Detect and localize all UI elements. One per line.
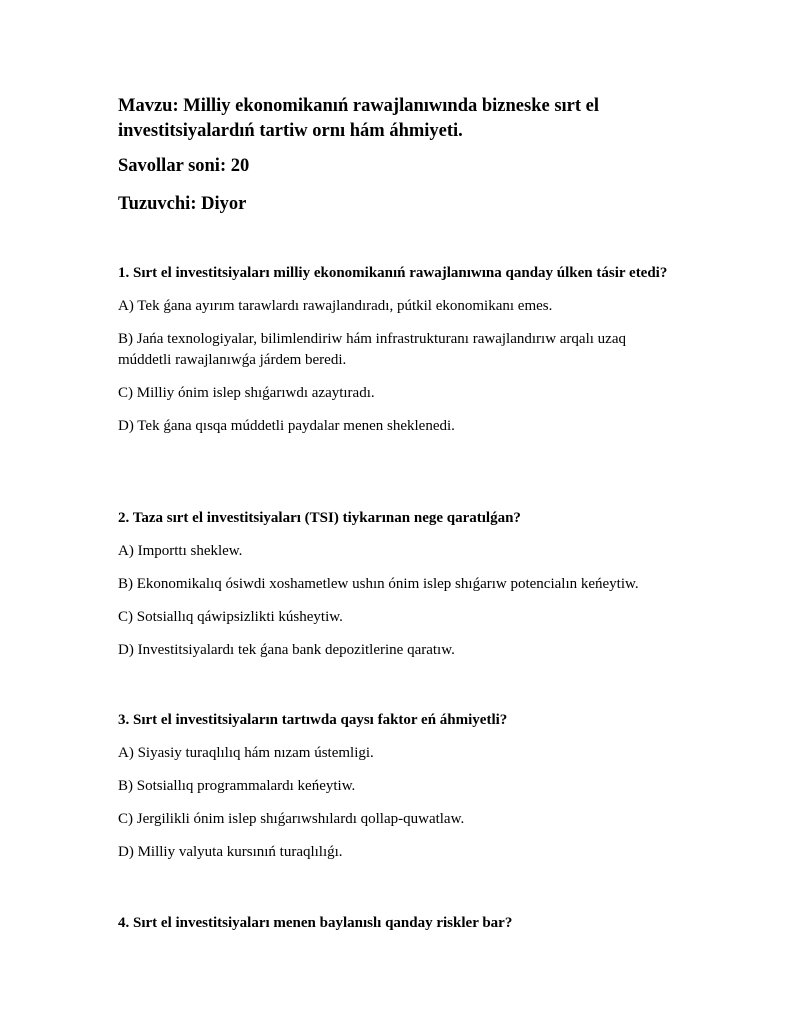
answer-option-b: B) Ekonomikalıq ósiwdi xoshametlew ushın ónim islep shıǵarıw potencialın keńeytiw. [118, 576, 639, 592]
answer-option-c: C) Milliy ónim islep shıǵarıwdı azaytıradı. [118, 385, 375, 401]
answer-option-a: A) Importtı sheklew. [118, 543, 243, 559]
answer-option-b: B) Sotsiallıq programmalardı keńeytiw. [118, 778, 356, 794]
answer-option-a: A) Siyasiy turaqlılıq hám nızam ústemligi. [118, 745, 374, 761]
page-title: Mavzu: Milliy ekonomikanıń rawajlanıwında bizneske sırt el investitsiyalardıń tartiw ornı hám áhmiyeti. [118, 96, 600, 141]
question-text: 2. Taza sırt el investitsiyaları (TSI) tiykarınan nege qaratılǵan? [118, 510, 521, 526]
question-count: Savollar soni: 20 [118, 156, 250, 176]
answer-option-a: A) Tek ǵana ayırım tarawlardı rawajlandıradı, pútkil ekonomikanı emes. [118, 298, 553, 314]
answer-option-c: C) Sotsiallıq qáwipsizlikti kúsheytiw. [118, 609, 343, 625]
question-block [118, 262, 678, 449]
question-block [118, 912, 678, 946]
answer-option-d: D) Milliy valyuta kursınıń turaqlılıǵı. [118, 844, 343, 860]
author-line: Tuzuvchi: Diyor [118, 194, 247, 214]
question-text: 1. Sırt el investitsiyaları milliy ekonomikanıń rawajlanıwına qanday úlken tásir etedi? [118, 265, 668, 281]
question-text: 4. Sırt el investitsiyaları menen baylanıslı qanday riskler bar? [118, 915, 513, 931]
answer-option-c: C) Jergilikli ónim islep shıǵarıwshılardı qollap-quwatlaw. [118, 811, 465, 827]
answer-option-b: B) Jańa texnologiyalar, bilimlendiriw hám infrastrukturanı rawajlandırıw arqalı uzaq múddetli rawajlanıwǵa járdem beredi. [118, 331, 626, 368]
question-block [118, 709, 678, 875]
answer-option-d: D) Tek ǵana qısqa múddetli paydalar menen sheklenedi. [118, 418, 455, 434]
answer-option-d: D) Investitsiyalardı tek ǵana bank depozitlerine qaratıw. [118, 642, 455, 658]
question-text: 3. Sırt el investitsiyaların tartıwda qaysı faktor eń áhmiyetli? [118, 712, 508, 728]
question-block [118, 507, 678, 673]
